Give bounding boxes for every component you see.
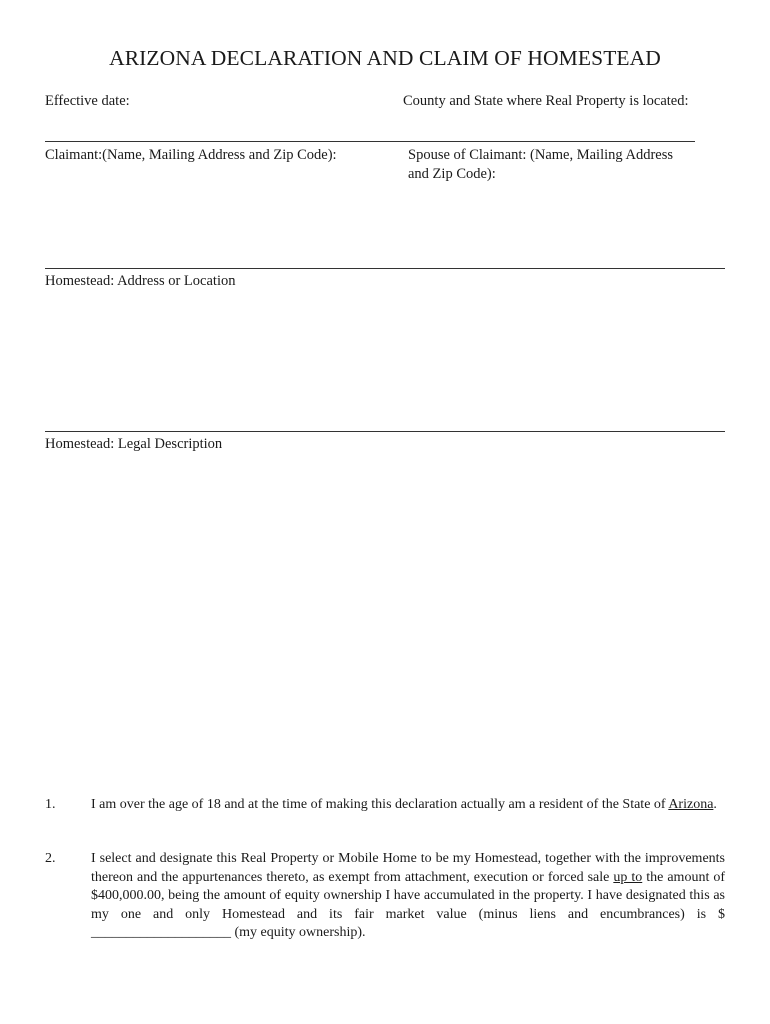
document-title: ARIZONA DECLARATION AND CLAIM OF HOMESTEAD [109, 46, 661, 70]
list-item [91, 796, 725, 815]
spouse-label-line1: Spouse of Claimant: (Name, Mailing Address [408, 147, 673, 163]
item-number: 2. [45, 851, 56, 866]
homestead-address-label: Homestead: Address or Location [45, 273, 236, 289]
item-number: 1. [45, 797, 56, 812]
item-underlined-text: Arizona [668, 797, 714, 812]
homestead-legal-label: Homestead: Legal Description [45, 436, 223, 452]
divider-line [45, 431, 725, 432]
item-text: I select and designate this Real Property or Mobile Home to be my Homestead, together with the improvements thereon and the appurtenances thereto, as exempt from attachment, execution or forced sale [91, 851, 725, 885]
divider-line [45, 141, 695, 142]
claimant-label: Claimant:(Name, Mailing Address and Zip Code): [45, 147, 337, 163]
item-underlined-text: up to [613, 869, 643, 885]
effective-date-label: Effective date: [45, 93, 130, 109]
list-item [91, 850, 725, 943]
county-state-label: County and State where Real Property is located: [403, 93, 689, 109]
spouse-label [408, 146, 673, 183]
item-text: . [713, 797, 717, 812]
item-text: I am over the age of 18 and at the time of making this declaration actually am a resident of the State of [91, 797, 666, 812]
divider-line [45, 268, 725, 269]
item-text: the amount of $400,000.00, being the amount of equity ownership I have accumulated in the property. I have designated this as my one and only Homestead and its fair market value (minus liens and encumbrances) is $ ____________________ (my equity ownership). [91, 869, 725, 940]
spouse-label-line2: and Zip Code): [408, 165, 496, 182]
